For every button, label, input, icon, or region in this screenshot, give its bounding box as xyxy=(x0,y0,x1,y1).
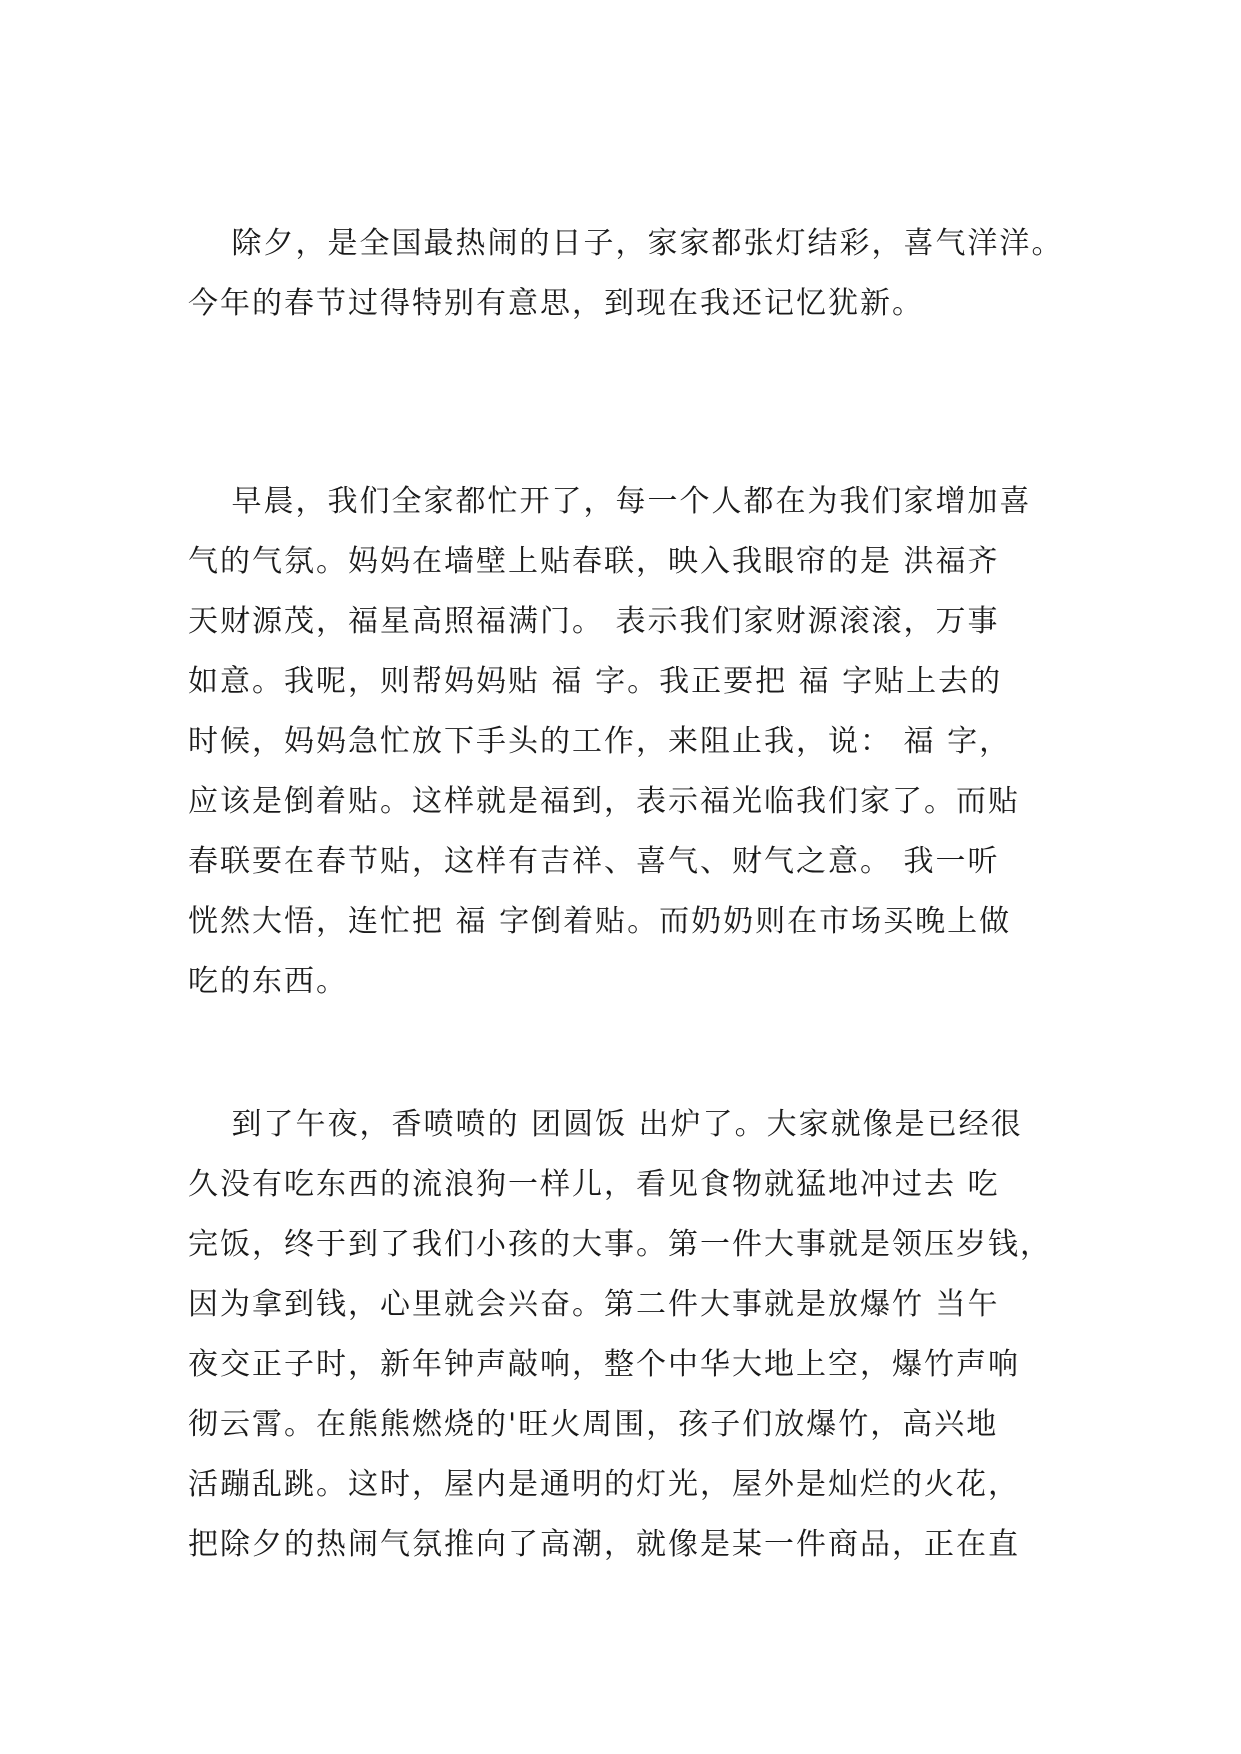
paragraph-line: 夜交正子时，新年钟声敲响，整个中华大地上空，爆竹声响 xyxy=(188,1347,1020,1382)
paragraph-line: 恍然大悟，连忙把 福 字倒着贴。而奶奶则在市场买晚上做 xyxy=(188,904,1012,939)
paragraph-line: 天财源茂，福星高照福满门。 表示我们家财源滚滚，万事 xyxy=(188,604,1000,639)
paragraph-2 xyxy=(188,472,1108,1012)
paragraph-line: 春联要在春节贴，这样有吉祥、喜气、财气之意。 我一听 xyxy=(188,844,1000,879)
paragraph-line: 彻云霄。在熊熊燃烧的'旺火周围，孩子们放爆竹，高兴地 xyxy=(188,1407,999,1442)
paragraph-line: 除夕，是全国最热闹的日子，家家都张灯结彩，喜气洋洋。 xyxy=(188,226,1064,261)
paragraph-line: 久没有吃东西的流浪狗一样儿，看见食物就猛地冲过去 吃 xyxy=(188,1167,1000,1202)
paragraph-line: 吃的东西。 xyxy=(188,964,348,999)
paragraph-line: 因为拿到钱，心里就会兴奋。第二件大事就是放爆竹 当午 xyxy=(188,1287,1000,1322)
paragraph-line: 早晨，我们全家都忙开了，每一个人都在为我们家增加喜 xyxy=(188,484,1032,519)
paragraph-line: 应该是倒着贴。这样就是福到，表示福光临我们家了。而贴 xyxy=(188,784,1020,819)
paragraph-line: 如意。我呢，则帮妈妈贴 福 字。我正要把 福 字贴上去的 xyxy=(188,664,1003,699)
paragraph-line: 今年的春节过得特别有意思，到现在我还记忆犹新。 xyxy=(188,286,924,321)
paragraph-line: 活蹦乱跳。这时，屋内是通明的灯光，屋外是灿烂的火花， xyxy=(188,1467,1020,1502)
paragraph-line: 时候，妈妈急忙放下手头的工作，来阻止我，说： 福 字， xyxy=(188,724,1012,759)
paragraph-line: 把除夕的热闹气氛推向了高潮，就像是某一件商品，正在直 xyxy=(188,1527,1020,1562)
paragraph-line: 完饭，终于到了我们小孩的大事。第一件大事就是领压岁钱， xyxy=(188,1227,1052,1262)
paragraph-1 xyxy=(188,214,1108,334)
paragraph-3 xyxy=(188,1095,1108,1575)
paragraph-line: 到了午夜，香喷喷的 团圆饭 出炉了。大家就像是已经很 xyxy=(188,1107,1023,1142)
paragraph-line: 气的气氛。妈妈在墙壁上贴春联，映入我眼帘的是 洪福齐 xyxy=(188,544,1000,579)
